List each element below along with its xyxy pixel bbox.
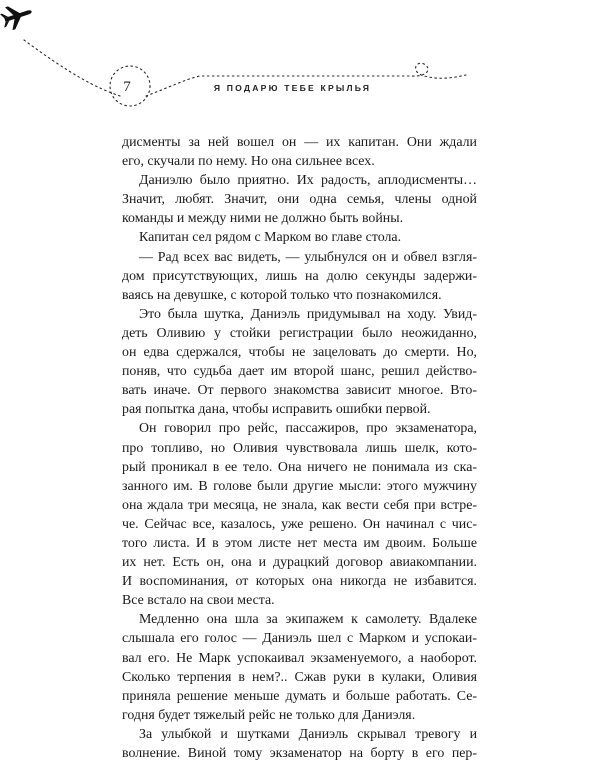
text-line: приняла решение меньше думать и больше работать. Се- xyxy=(122,688,477,704)
text-line: того листа. И в этом листе нет места им двоим. Больше xyxy=(122,535,477,551)
text-line: че. Сейчас все, казалось, уже решено. Он начинал с чис- xyxy=(122,516,477,532)
text-line: он едва сдержался, чтобы не зацеловать до смерти. Но, xyxy=(122,345,477,361)
page-header xyxy=(0,0,600,130)
text-line: их нет. Есть он, она и дурацкий договор авиакомпании. xyxy=(122,555,477,571)
text-line: Все встало на свои места. xyxy=(122,593,275,609)
text-line: про топливо, но Оливия чувствовала лишь шелк, кото- xyxy=(122,440,477,456)
text-line: Сколько терпения в нем?.. Сжав руки в кулаки, Оливия xyxy=(122,669,477,685)
text-line: Капитан сел рядом с Марком во главе стола. xyxy=(139,230,402,246)
text-line: Он говорил про рейс, пассажиров, про экзаменатора, xyxy=(139,421,477,437)
text-line: деть Оливию у стойки регистрации было неожиданно, xyxy=(122,325,477,341)
text-line: волнение. Виной тому экзаменатор на борту в его пер- xyxy=(122,746,477,761)
text-line: — Рад всех вас видеть, — улыбнулся он и обвел взгля- xyxy=(139,249,477,265)
text-line: За улыбкой и шутками Даниэль скрывал тревогу и xyxy=(139,726,477,742)
dotted-flight-path xyxy=(0,0,600,130)
text-line: дисменты за ней вошел он — их капитан. Они ждали xyxy=(122,135,477,150)
text-line: Даниэлю было приятно. Их радость, аплодисменты… xyxy=(139,173,477,189)
text-line: слышала его голос — Даниэль шел с Марком и успокаи- xyxy=(122,631,477,647)
page-number: 7 xyxy=(123,79,131,95)
text-line: занного им. В голове были другие мысли: этого мужчину xyxy=(122,478,477,494)
text-line: рый проникал в ее тело. Она ничего не понимала из ска- xyxy=(122,459,477,475)
airplane-icon xyxy=(0,0,34,30)
text-line: Медленно она шла за экипажем к самолету. Вдалеке xyxy=(139,612,477,628)
text-line: рая попытка дана, чтобы исправить ошибки первой. xyxy=(122,402,431,418)
body-text xyxy=(122,133,477,763)
text-line: Значит, любят. Значит, они одна семья, члены одной xyxy=(122,192,477,208)
text-line: вать иначе. От первого знакомства зависит многое. Вто- xyxy=(122,383,477,399)
text-line: годня будет тяжелый рейс не только для Даниэля. xyxy=(122,707,416,723)
text-line: команды и между ними не должно быть войны. xyxy=(122,211,404,227)
text-line: Это была шутка, Даниэль придумывал на ходу. Увид- xyxy=(139,306,477,322)
text-line: ваясь на девушке, с которой только что познакомился. xyxy=(122,287,442,303)
text-line: она ждала три месяца, не знала, как вести себя при встре- xyxy=(122,497,477,513)
text-line: дом присутствующих, лишь на долю секунды задержи- xyxy=(122,268,477,284)
running-head: Я ПОДАРЮ ТЕБЕ КРЫЛЬЯ xyxy=(213,83,372,93)
text-line: И воспоминания, от которых она никогда не избавится. xyxy=(122,574,477,590)
text-line: вал его. Не Марк успокаивал экзаменуемого, а наоборот. xyxy=(122,650,477,666)
text-line: его, скучали по нему. Но она сильнее всех. xyxy=(122,154,375,170)
text-line: поняв, что судьба дает им второй шанс, решил действо- xyxy=(122,364,477,380)
